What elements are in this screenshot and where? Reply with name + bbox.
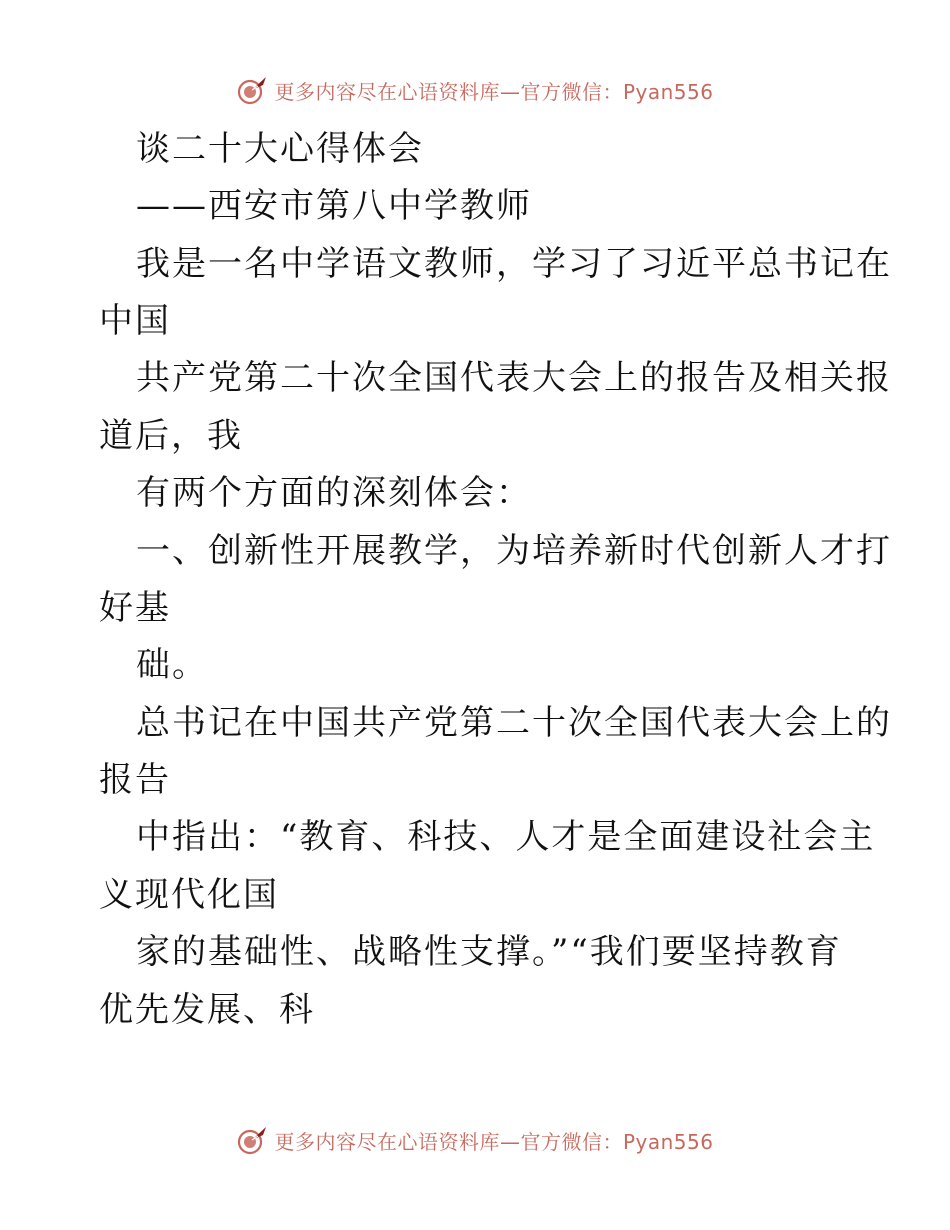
section-heading: 一、创新性开展教学，为培养新时代创新人才打 bbox=[136, 531, 892, 571]
section-heading: 好基 bbox=[99, 588, 171, 628]
paragraph-line: 中指出：“教育、科技、人才是全面建设社会主 bbox=[136, 817, 876, 857]
paragraph-line: 优先发展、科 bbox=[99, 990, 315, 1030]
quill-pen-logo-icon bbox=[236, 74, 268, 106]
paragraph-line: 总书记在中国共产党第二十次全国代表大会上的 bbox=[136, 703, 892, 743]
paragraph-line: 家的基础性、战略性支撑。”“我们要坚持教育 bbox=[136, 932, 842, 972]
paragraph-line: 共产党第二十次全国代表大会上的报告及相关报 bbox=[136, 358, 892, 398]
paragraph-line: 有两个方面的深刻体会： bbox=[136, 473, 532, 513]
banner-text: 更多内容尽在心语资料库—官方微信：Pyan556 bbox=[274, 1129, 714, 1154]
header-banner bbox=[0, 70, 950, 110]
paragraph-line: 报告 bbox=[99, 760, 171, 800]
paragraph-line: 道后，我 bbox=[99, 416, 243, 456]
paragraph-line: 中国 bbox=[99, 301, 171, 341]
paragraph-line: 我是一名中学语文教师，学习了习近平总书记在 bbox=[136, 244, 892, 284]
quill-pen-logo-icon bbox=[236, 1124, 268, 1156]
paragraph-line: 义现代化国 bbox=[99, 875, 279, 915]
footer-banner bbox=[0, 1120, 950, 1160]
section-heading: 础。 bbox=[136, 645, 208, 685]
author-line: ——西安市第八中学教师 bbox=[136, 186, 532, 226]
banner-text: 更多内容尽在心语资料库—官方微信：Pyan556 bbox=[274, 79, 714, 104]
document-title: 谈二十大心得体会 bbox=[136, 129, 424, 169]
